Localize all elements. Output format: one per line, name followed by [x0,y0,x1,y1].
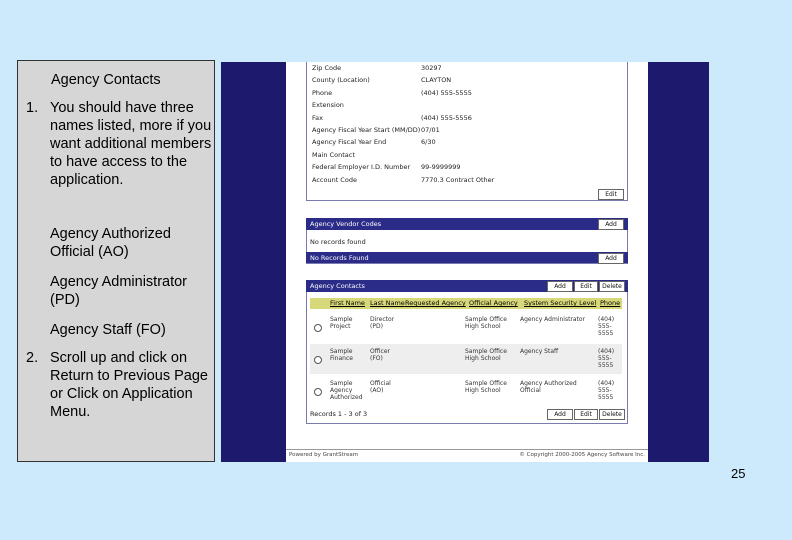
vendor-footer-text: No Records Found [310,254,369,262]
item-text: Scroll up and click on Return to Previous Page or Click on Application Menu. [50,350,208,420]
cell-official: Sample Office High School [465,380,507,394]
field-label: Account Code [312,175,357,184]
field-value: CLAYTON [421,76,452,85]
item-text: You should have three names listed, more if you want additional members to have access to the application. [50,100,212,188]
table-row[interactable] [310,344,622,374]
cell-first: Sample Agency Authorized [330,380,363,401]
field-label: Main Contact [312,150,355,159]
field-value: 7770.3 Contract Other [421,175,495,184]
delete-contact-button[interactable]: Delete [599,281,625,292]
add-contact-footer-button[interactable]: Add [547,409,573,420]
field-label: County (Location) [312,76,370,85]
field-label: Zip Code [312,64,342,72]
footer-left: Powered by GrantStream [289,452,359,458]
cell-phone: (404) 555-5555 [598,316,615,337]
table-row[interactable] [310,312,622,342]
no-records-text: No records found [310,238,366,246]
field-label: Federal Employer I.D. Number [312,163,411,172]
field-value: (404) 555-5555 [421,88,472,97]
item-number: 2. [26,350,39,366]
add-vendor-button[interactable]: Add [598,219,624,230]
item-number: 1. [26,100,39,116]
field-value: 07/01 [421,126,440,134]
page-number: 25 [731,466,746,481]
edit-contact-footer-button[interactable]: Edit [574,409,598,420]
contacts-table-header [310,298,622,309]
vendor-codes-header [306,218,628,230]
cell-last: Director (PD) [370,316,395,330]
panel-title: Agency Contacts [51,72,161,88]
col-official-agency[interactable]: Official Agency [469,299,518,307]
field-label: Agency Fiscal Year End [312,138,387,147]
cell-level: Agency Staff [520,348,559,355]
cell-last: Official (AO) [370,380,391,394]
role-fo: Agency Staff (FO) [50,322,166,338]
field-label: Fax [312,113,323,122]
agency-contacts-title: Agency Contacts [310,282,365,290]
delete-contact-footer-button[interactable]: Delete [599,409,625,420]
page-footer [286,449,648,461]
records-count: Records 1 - 3 of 3 [310,410,368,418]
col-security-level[interactable]: System Security Level [524,299,597,307]
field-value: 30297 [421,64,442,72]
field-label: Extension [312,101,344,110]
vendor-codes-footer [306,252,628,263]
cell-level: Agency Administrator [520,316,586,323]
row-select-radio[interactable] [314,388,322,396]
role-pd: Agency Administrator (PD) [50,274,188,308]
cell-phone: (404) 555-5555 [598,380,615,401]
field-value: 6/30 [421,138,436,147]
add-vendor-footer-button[interactable]: Add [598,253,624,264]
cell-first: Sample Finance [330,348,353,362]
col-last-name[interactable]: Last Name [370,299,405,307]
cell-official: Sample Office High School [465,316,507,330]
edit-agency-button[interactable]: Edit [598,189,624,200]
footer-right: © Copyright 2000-2005 Agency Software Inc. [519,452,645,458]
field-label: Phone [312,88,333,97]
cell-last: Officer (FO) [370,348,390,362]
cell-first: Sample Project [330,316,353,330]
row-select-radio[interactable] [314,356,322,364]
field-value: 99-9999999 [421,163,461,172]
role-ao: Agency Authorized Official (AO) [50,226,171,260]
cell-official: Sample Office High School [465,348,507,362]
col-phone[interactable]: Phone [600,299,621,307]
cell-level: Agency Authorized Official [520,380,577,394]
field-value: (404) 555-5556 [421,113,472,122]
instruction-panel [17,60,215,462]
row-select-radio[interactable] [314,324,322,332]
col-requested-agency[interactable]: Requested Agency [405,299,466,307]
cell-phone: (404) 555-5555 [598,348,615,369]
col-first-name[interactable]: First Name [330,299,365,307]
edit-contact-button[interactable]: Edit [574,281,598,292]
add-contact-button[interactable]: Add [547,281,573,292]
field-label: Agency Fiscal Year Start (MM/DD) [312,126,421,134]
vendor-codes-title: Agency Vendor Codes [310,220,382,228]
table-row[interactable] [310,376,622,406]
